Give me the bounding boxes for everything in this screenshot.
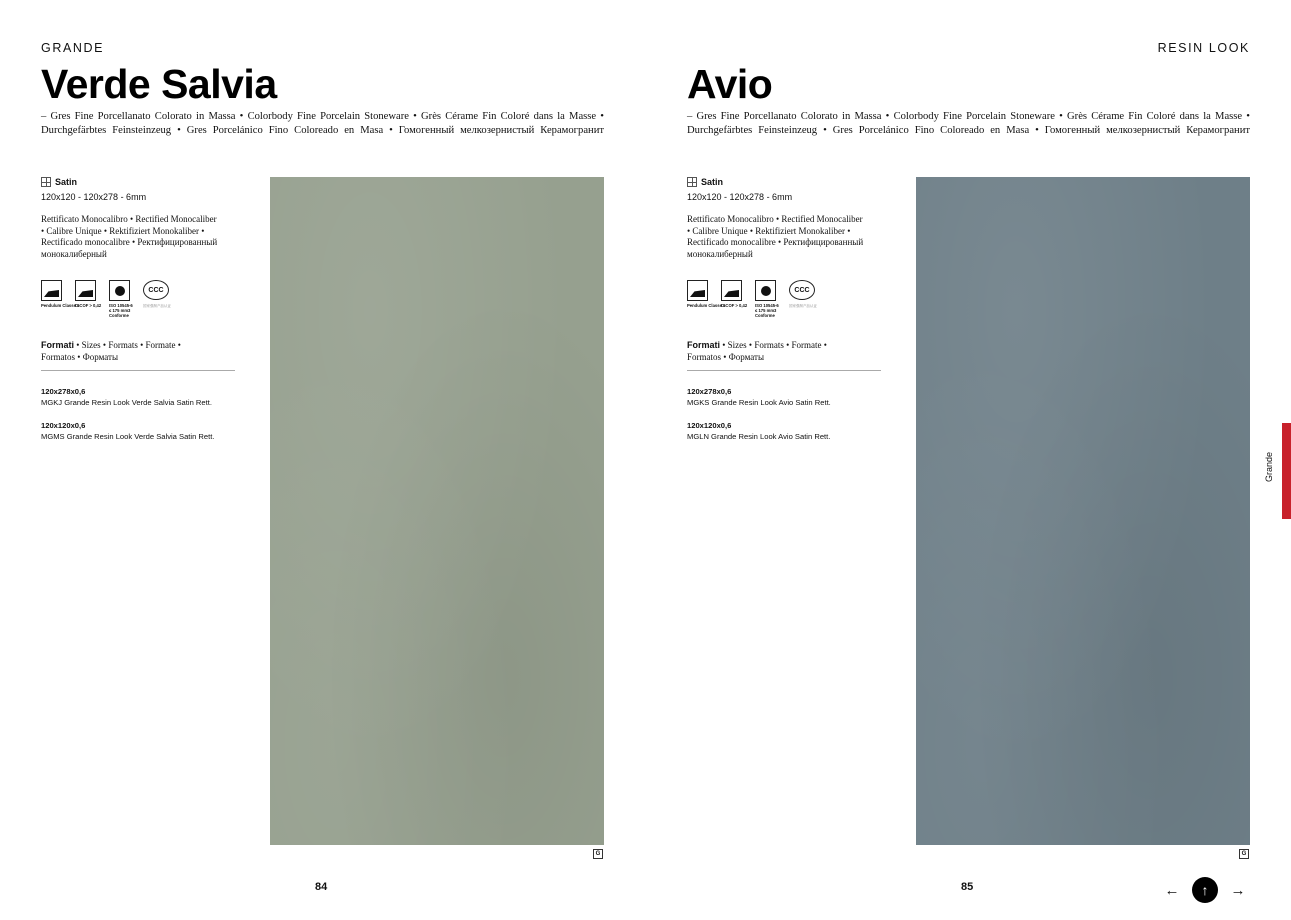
product-title: Verde Salvia — [41, 61, 277, 107]
page-number: 84 — [315, 881, 328, 893]
code-size: 120x278x0,6 — [687, 387, 732, 396]
tile-swatch-verde-salvia — [270, 177, 604, 845]
iso-icon — [755, 280, 776, 301]
cert-pendulum — [687, 280, 726, 318]
cert-dcof — [75, 280, 102, 318]
ccc-icon: CCC — [143, 280, 169, 300]
series-label: RESIN LOOK — [1157, 41, 1250, 55]
code-size: 120x120x0,6 — [41, 421, 86, 430]
finish-row — [687, 177, 723, 187]
rectified-text: Rettificato Monocalibro • Rectified Monocaliber • Calibre Unique • Rektifiziert Monokaliber • Rectificado monocalibre • Ректифицированный монокалиберный — [687, 214, 864, 259]
tile-swatch-avio — [916, 177, 1250, 845]
code-name: MGKJ Grande Resin Look Verde Salvia Satin Rett. — [41, 398, 212, 407]
cert-label: Pendulum Classe 1 — [41, 303, 80, 308]
ccc-icon: CCC — [789, 280, 815, 300]
cert-iso — [109, 280, 133, 318]
series-label: GRANDE — [41, 41, 105, 55]
cert-label: ISO 10545-6 ≤ 175 mm3 Conforme — [109, 303, 133, 318]
cert-dcof — [721, 280, 748, 318]
list-item — [41, 386, 214, 408]
formats-heading — [41, 340, 206, 363]
dcof-icon — [75, 280, 96, 301]
cert-pendulum — [41, 280, 80, 318]
formats-translations: • Sizes • Formats • Formate • Formatos • Форматы — [687, 340, 827, 362]
dimensions: 120x120 - 120x278 - 6mm — [41, 192, 147, 202]
list-item — [41, 420, 214, 442]
cert-ccc — [143, 280, 173, 318]
finish-label: Satin — [701, 177, 724, 187]
arrow-up-icon[interactable]: ↑ — [1192, 877, 1218, 903]
code-name: MGKS Grande Resin Look Avio Satin Rett. — [687, 398, 831, 407]
code-size: 120x278x0,6 — [41, 387, 86, 396]
formats-translations: • Sizes • Formats • Formate • Formatos • Форматы — [41, 340, 181, 362]
code-name: MGMS Grande Resin Look Verde Salvia Satin Rett. — [41, 432, 215, 441]
left-page — [0, 0, 645, 920]
ccc-sublabel: 国家强制产品认证 — [789, 304, 817, 308]
cert-label: Pendulum Classe 1 — [687, 303, 726, 308]
code-size: 120x120x0,6 — [687, 421, 732, 430]
cert-iso — [755, 280, 779, 318]
finish-icon — [41, 177, 51, 187]
list-item — [687, 420, 831, 442]
product-codes — [41, 386, 214, 454]
divider — [687, 370, 881, 371]
finish-row — [41, 177, 77, 187]
product-description: – Gres Fine Porcellanato Colorato in Massa • Colorbody Fine Porcelain Stoneware • Grès Cérame Fin Coloré dans la Masse • Durchgefärbtes Feinsteinzeug • Gres Porcelánico Fino Coloreado en Masa • Гомогенный мелкозернистый Керамогранит — [41, 111, 604, 136]
certifications — [41, 280, 173, 318]
finish-icon — [687, 177, 697, 187]
cert-ccc — [789, 280, 819, 318]
tile-badge: G — [593, 849, 603, 859]
side-tab-label[interactable]: Grande — [1264, 451, 1274, 482]
product-codes — [687, 386, 831, 454]
tile-badge: G — [1239, 849, 1249, 859]
formats-heading — [687, 340, 852, 363]
rectified-text: Rettificato Monocalibro • Rectified Monocaliber • Calibre Unique • Rektifiziert Monokaliber • Rectificado monocalibre • Ректифицированный монокалиберный — [41, 214, 218, 259]
dimensions: 120x120 - 120x278 - 6mm — [687, 192, 793, 202]
list-item — [687, 386, 831, 408]
product-description: – Gres Fine Porcellanato Colorato in Massa • Colorbody Fine Porcelain Stoneware • Grès Cérame Fin Coloré dans la Masse • Durchgefärbtes Feinsteinzeug • Gres Porcelánico Fino Coloreado en Masa • Гомогенный мелкозернистый Керамогранит — [687, 111, 1250, 136]
ccc-sublabel: 国家强制产品认证 — [143, 304, 171, 308]
certifications — [687, 280, 819, 318]
arrow-left-icon[interactable]: ← — [1164, 881, 1180, 899]
cert-label: ISO 10545-6 ≤ 175 mm3 Conforme — [755, 303, 779, 318]
formats-title: Formati — [41, 340, 75, 350]
pendulum-icon — [41, 280, 62, 301]
formats-title: Formati — [687, 340, 721, 350]
code-name: MGLN Grande Resin Look Avio Satin Rett. — [687, 432, 831, 441]
page-navigation — [1162, 877, 1248, 903]
iso-icon — [109, 280, 130, 301]
arrow-right-icon[interactable]: → — [1230, 881, 1246, 899]
dcof-icon — [721, 280, 742, 301]
product-title: Avio — [687, 61, 773, 107]
finish-label: Satin — [55, 177, 78, 187]
side-tab[interactable] — [1282, 423, 1291, 519]
cert-label: D-COF > 0,42 — [75, 303, 102, 308]
page-number: 85 — [961, 881, 974, 893]
pendulum-icon — [687, 280, 708, 301]
divider — [41, 370, 235, 371]
right-page — [646, 0, 1291, 920]
cert-label: D-COF > 0,42 — [721, 303, 748, 308]
